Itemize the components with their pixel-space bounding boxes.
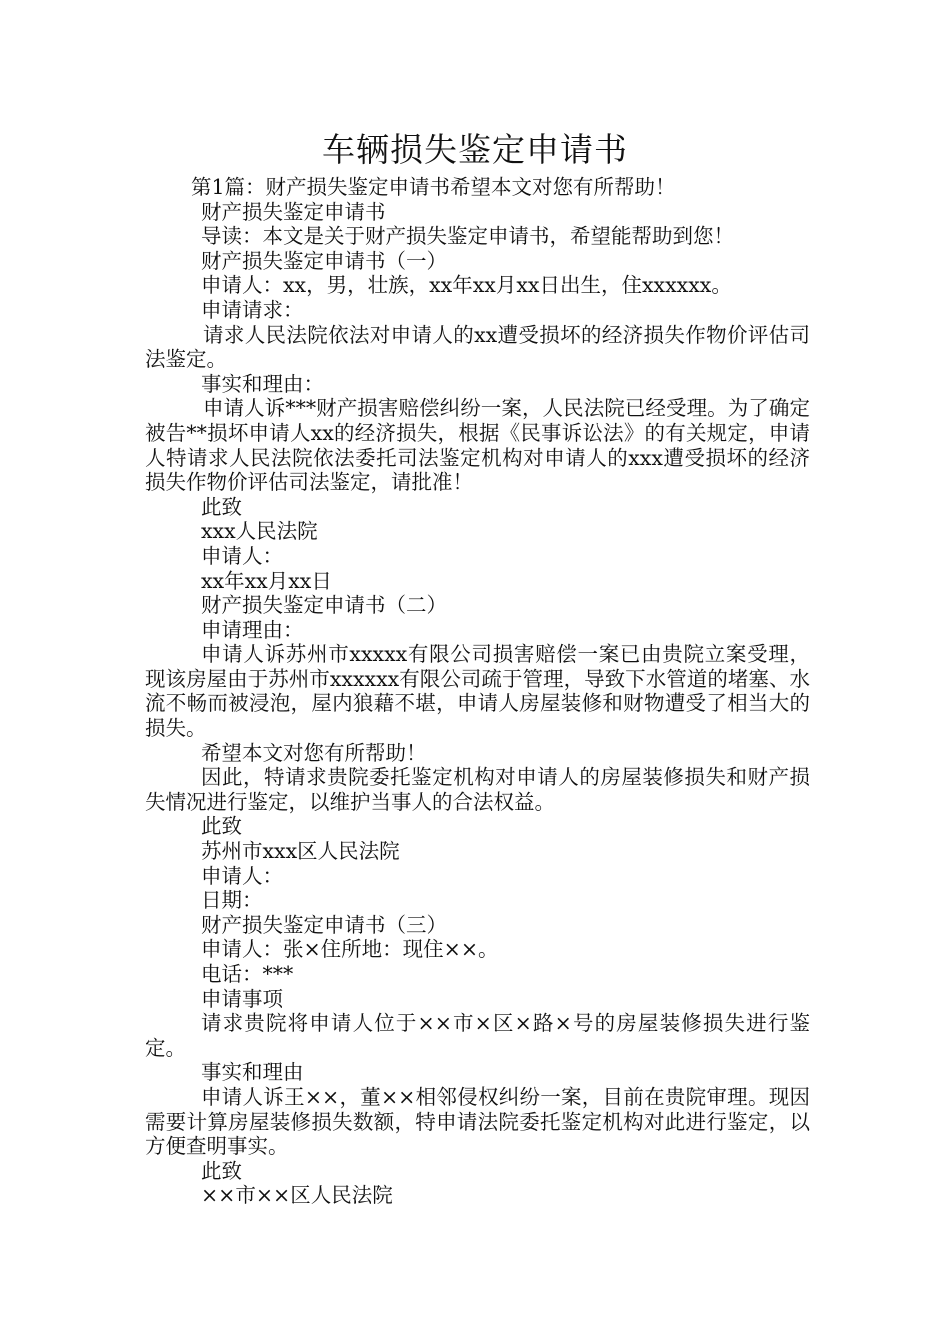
paragraph: 申请人诉王××，董××相邻侵权纠纷一案，目前在贵院审理。现因需要计算房屋装修损失数额，特申请法院委托鉴定机构对此进行鉴定，以方便查明事实。 <box>145 1084 810 1159</box>
paragraph: 财产损失鉴定申请书 <box>201 199 386 224</box>
paragraph: 申请人诉***财产损害赔偿纠纷一案，人民法院已经受理。为了确定被告**损坏申请人xx的经济损失，根据《民事诉讼法》的有关规定，申请人特请求人民法院依法委托司法鉴定机构对申请人的xxx遭受损坏的经济损失作物价评估司法鉴定，请批准！ <box>145 396 810 495</box>
paragraph: 此致 <box>201 814 242 839</box>
paragraph: 导读：本文是关于财产损失鉴定申请书，希望能帮助到您！ <box>201 224 734 249</box>
paragraph: 因此，特请求贵院委托鉴定机构对申请人的房屋装修损失和财产损失情况进行鉴定，以维护当事人的合法权益。 <box>145 765 810 814</box>
paragraph: 申请理由： <box>201 617 304 642</box>
paragraph: 申请请求： <box>201 297 304 322</box>
paragraph: 事实和理由 <box>201 1060 304 1085</box>
paragraph: 申请事项 <box>201 986 283 1011</box>
paragraph: 日期： <box>201 888 263 913</box>
paragraph: 财产损失鉴定申请书（二） <box>201 593 447 618</box>
paragraph: 请求贵院将申请人位于××市×区×路×号的房屋装修损失进行鉴定。 <box>145 1011 810 1060</box>
paragraph: 希望本文对您有所帮助！ <box>201 740 427 765</box>
paragraph: xx年xx月xx日 <box>201 568 332 593</box>
paragraph: 此致 <box>201 1158 242 1183</box>
document-title: 车辆损失鉴定申请书 <box>322 130 628 169</box>
paragraph: 申请人：xx，男，壮族，xx年xx月xx日出生，住xxxxxx。 <box>201 273 732 298</box>
paragraph: ××市××区人民法院 <box>201 1183 393 1208</box>
paragraph: 此致 <box>201 494 242 519</box>
paragraph: 财产损失鉴定申请书（一） <box>201 248 447 273</box>
paragraph: 请求人民法院依法对申请人的xx遭受损坏的经济损失作物价评估司法鉴定。 <box>145 322 810 372</box>
paragraph: 申请人诉苏州市xxxxx有限公司损害赔偿一案已由贵院立案受理，现该房屋由于苏州市xxxxxx有限公司疏于管理，导致下水管道的堵塞、水流不畅而被浸泡，屋内狼藉不堪，申请人房屋装修和财物遭受了相当大的损失。 <box>145 642 810 741</box>
paragraph: 申请人： <box>201 863 283 888</box>
paragraph: xxx人民法院 <box>201 519 318 544</box>
paragraph: 申请人：张×住所地：现住××。 <box>201 937 499 962</box>
paragraph: 财产损失鉴定申请书（三） <box>201 912 447 937</box>
paragraph: 申请人： <box>201 543 283 568</box>
paragraph: 事实和理由： <box>201 371 324 396</box>
document-body <box>145 175 810 1208</box>
paragraph: 第1篇：财产损失鉴定申请书希望本文对您有所帮助！ <box>191 175 676 199</box>
paragraph: 电话：*** <box>201 962 294 986</box>
paragraph: 苏州市xxx区人民法院 <box>201 839 400 864</box>
